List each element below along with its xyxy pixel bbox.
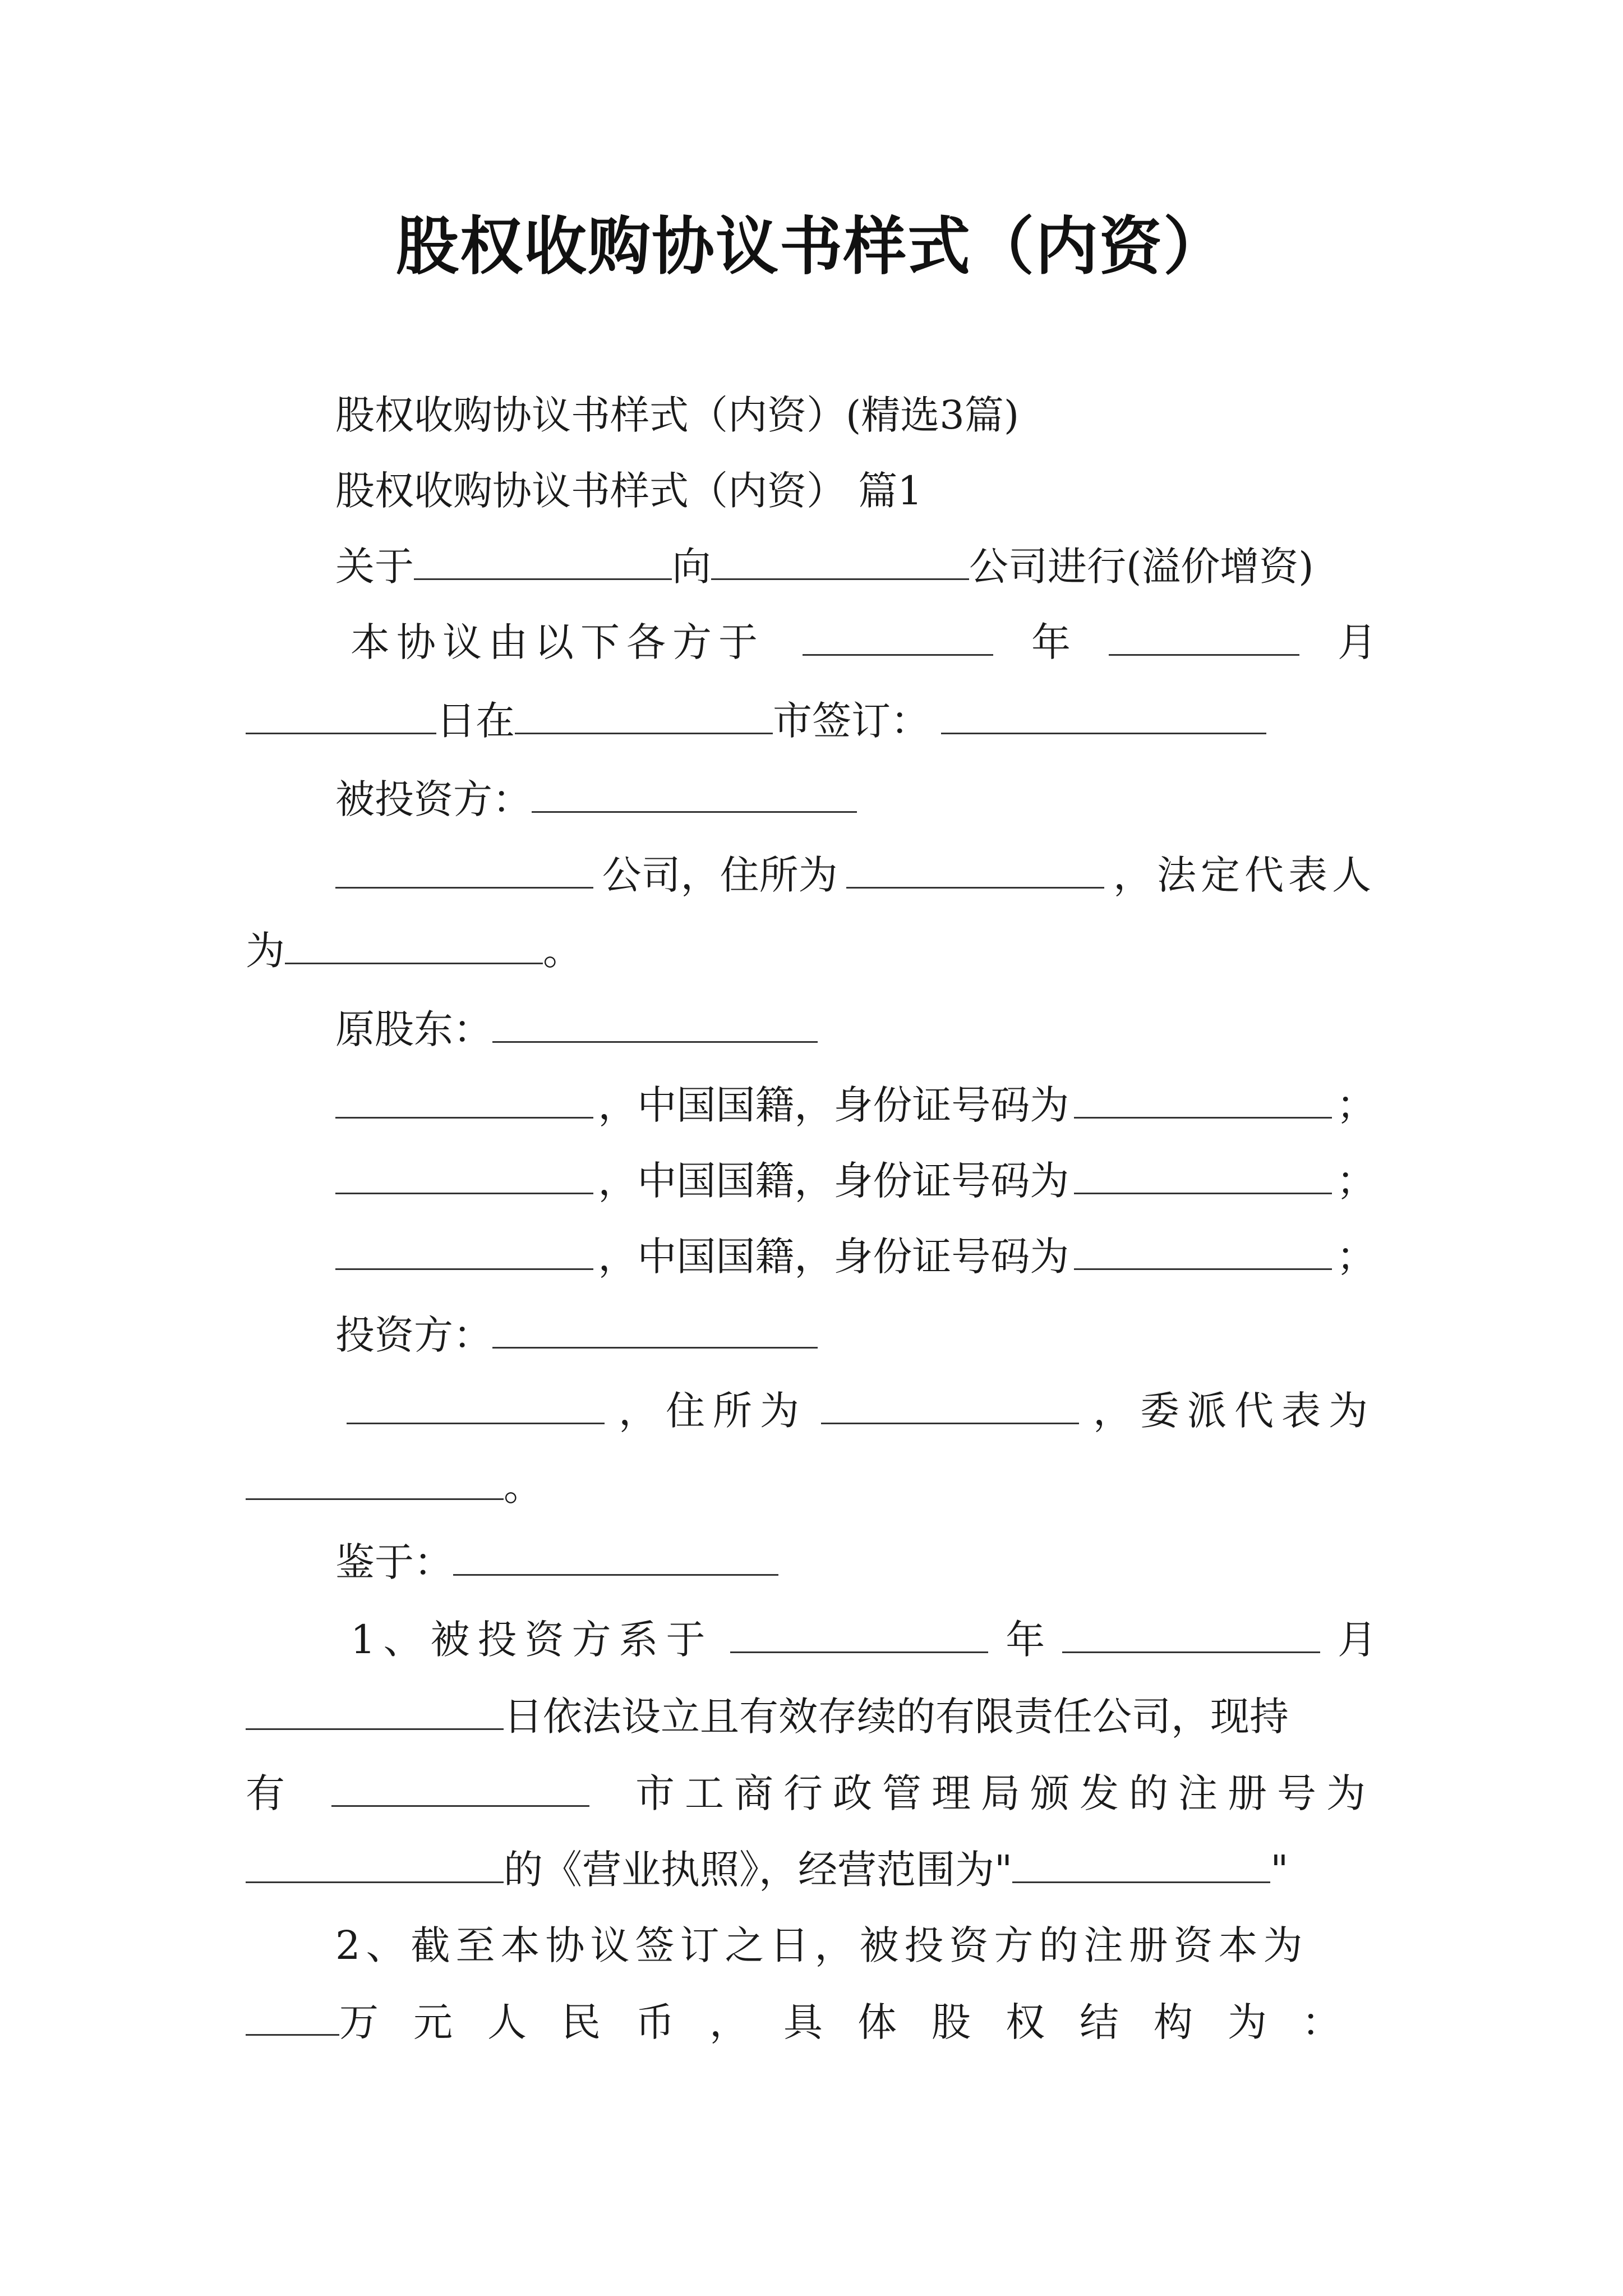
- clause-1-continued-line: [246, 1694, 1289, 1740]
- text-segment: 公司，住所为: [602, 852, 838, 898]
- investor-address-line: [347, 1388, 1376, 1434]
- text-segment: ，中国国籍，身份证号码为: [598, 1082, 1069, 1128]
- whereas-label-line: [335, 1539, 778, 1585]
- text-segment: 有: [246, 1770, 285, 1816]
- text-segment: 年: [1006, 1617, 1045, 1663]
- section-heading: 股权收购协议书样式（内资） 篇1: [335, 468, 923, 514]
- document-subtitle: 股权收购协议书样式（内资）(精选3篇): [335, 392, 1020, 438]
- fill-blank[interactable]: [1109, 634, 1299, 656]
- text-segment: 。: [504, 1464, 543, 1510]
- text-segment: 市签订：: [773, 698, 930, 744]
- text-segment: 向: [672, 544, 711, 590]
- investee-company-line: [335, 852, 1376, 898]
- fill-blank[interactable]: [285, 943, 543, 964]
- fill-blank[interactable]: [1074, 1173, 1332, 1194]
- shareholder-row: [335, 1082, 1376, 1128]
- fill-blank[interactable]: [246, 713, 436, 734]
- agreement-subject-line: [335, 544, 1314, 590]
- fill-blank[interactable]: [492, 1327, 818, 1349]
- text-segment: 关于: [335, 544, 414, 590]
- text-segment: 投资方：: [335, 1312, 492, 1358]
- text-segment: ，委派代表为: [1093, 1388, 1376, 1434]
- text-segment: ，中国国籍，身份证号码为: [598, 1234, 1069, 1280]
- original-shareholders-label-line: [335, 1006, 818, 1052]
- fill-blank[interactable]: [846, 867, 1104, 889]
- text-segment: ；: [1336, 1082, 1376, 1128]
- fill-blank[interactable]: [335, 1097, 593, 1119]
- representative-line: [246, 1464, 543, 1510]
- fill-blank[interactable]: [414, 559, 672, 580]
- text-segment: 的《营业执照》，经营范围为": [504, 1847, 1013, 1893]
- investor-label-line: [335, 1312, 818, 1358]
- text-segment: ，法定代表人: [1113, 852, 1376, 898]
- clause-1-line: [351, 1617, 1377, 1663]
- text-segment: 公司进行(溢价增资): [969, 544, 1314, 590]
- fill-blank[interactable]: [1012, 1862, 1270, 1883]
- fill-blank[interactable]: [711, 559, 969, 580]
- fill-blank[interactable]: [1062, 1632, 1320, 1653]
- fill-blank[interactable]: [730, 1632, 988, 1653]
- signing-date-line: [351, 619, 1377, 665]
- fill-blank[interactable]: [803, 634, 993, 656]
- fill-blank[interactable]: [246, 1479, 504, 1500]
- fill-blank[interactable]: [331, 1786, 589, 1807]
- text-segment: 本协议由以下各方于: [351, 619, 764, 665]
- fill-blank[interactable]: [532, 792, 857, 813]
- text-segment: ；: [1336, 1158, 1376, 1204]
- text-segment: 月: [1338, 619, 1377, 665]
- text-segment: ；: [1336, 1234, 1376, 1280]
- capital-structure-line: [246, 1999, 1376, 2045]
- fill-blank[interactable]: [453, 1554, 778, 1576]
- text-segment: 鉴于：: [335, 1539, 453, 1585]
- text-segment: ，中国国籍，身份证号码为: [598, 1158, 1069, 1204]
- fill-blank[interactable]: [335, 867, 593, 889]
- fill-blank[interactable]: [246, 2014, 339, 2036]
- text-segment: 万元人民币，具体股权结构为：: [339, 1999, 1376, 2045]
- document-title: 股权收购协议书样式（内资）: [396, 210, 1227, 283]
- investee-label-line: [335, 776, 857, 822]
- fill-blank[interactable]: [821, 1403, 1079, 1424]
- fill-blank[interactable]: [941, 713, 1266, 734]
- text-segment: 1、被投资方系于: [351, 1617, 713, 1663]
- fill-blank[interactable]: [335, 1249, 593, 1270]
- legal-rep-line: [246, 928, 582, 974]
- fill-blank[interactable]: [1074, 1249, 1332, 1270]
- fill-blank[interactable]: [347, 1403, 605, 1424]
- text-segment: 原股东：: [335, 1006, 492, 1052]
- fill-blank[interactable]: [246, 1709, 504, 1730]
- fill-blank[interactable]: [515, 713, 773, 734]
- fill-blank[interactable]: [1074, 1097, 1332, 1119]
- text-segment: ，住所为: [619, 1388, 807, 1434]
- text-segment: 月: [1337, 1617, 1377, 1663]
- text-segment: 年: [1031, 619, 1071, 665]
- business-license-line: [246, 1770, 1376, 1816]
- shareholder-row: [335, 1158, 1376, 1204]
- text-segment: 。: [543, 928, 582, 974]
- text-segment: ": [1270, 1847, 1289, 1893]
- business-scope-line: [246, 1847, 1289, 1893]
- clause-2-line: 2、截至本协议签订之日，被投资方的注册资本为: [335, 1922, 1308, 1968]
- text-segment: 市工商行政管理局颁发的注册号为: [635, 1770, 1376, 1816]
- signing-place-line: [246, 698, 1266, 744]
- text-segment: 日依法设立且有效存续的有限责任公司，现持: [504, 1694, 1289, 1740]
- shareholder-row: [335, 1234, 1376, 1280]
- fill-blank[interactable]: [335, 1173, 593, 1194]
- text-segment: 被投资方：: [335, 776, 532, 822]
- text-segment: 为: [246, 928, 285, 974]
- text-segment: 日在: [436, 698, 515, 744]
- fill-blank[interactable]: [246, 1862, 504, 1883]
- fill-blank[interactable]: [492, 1022, 818, 1043]
